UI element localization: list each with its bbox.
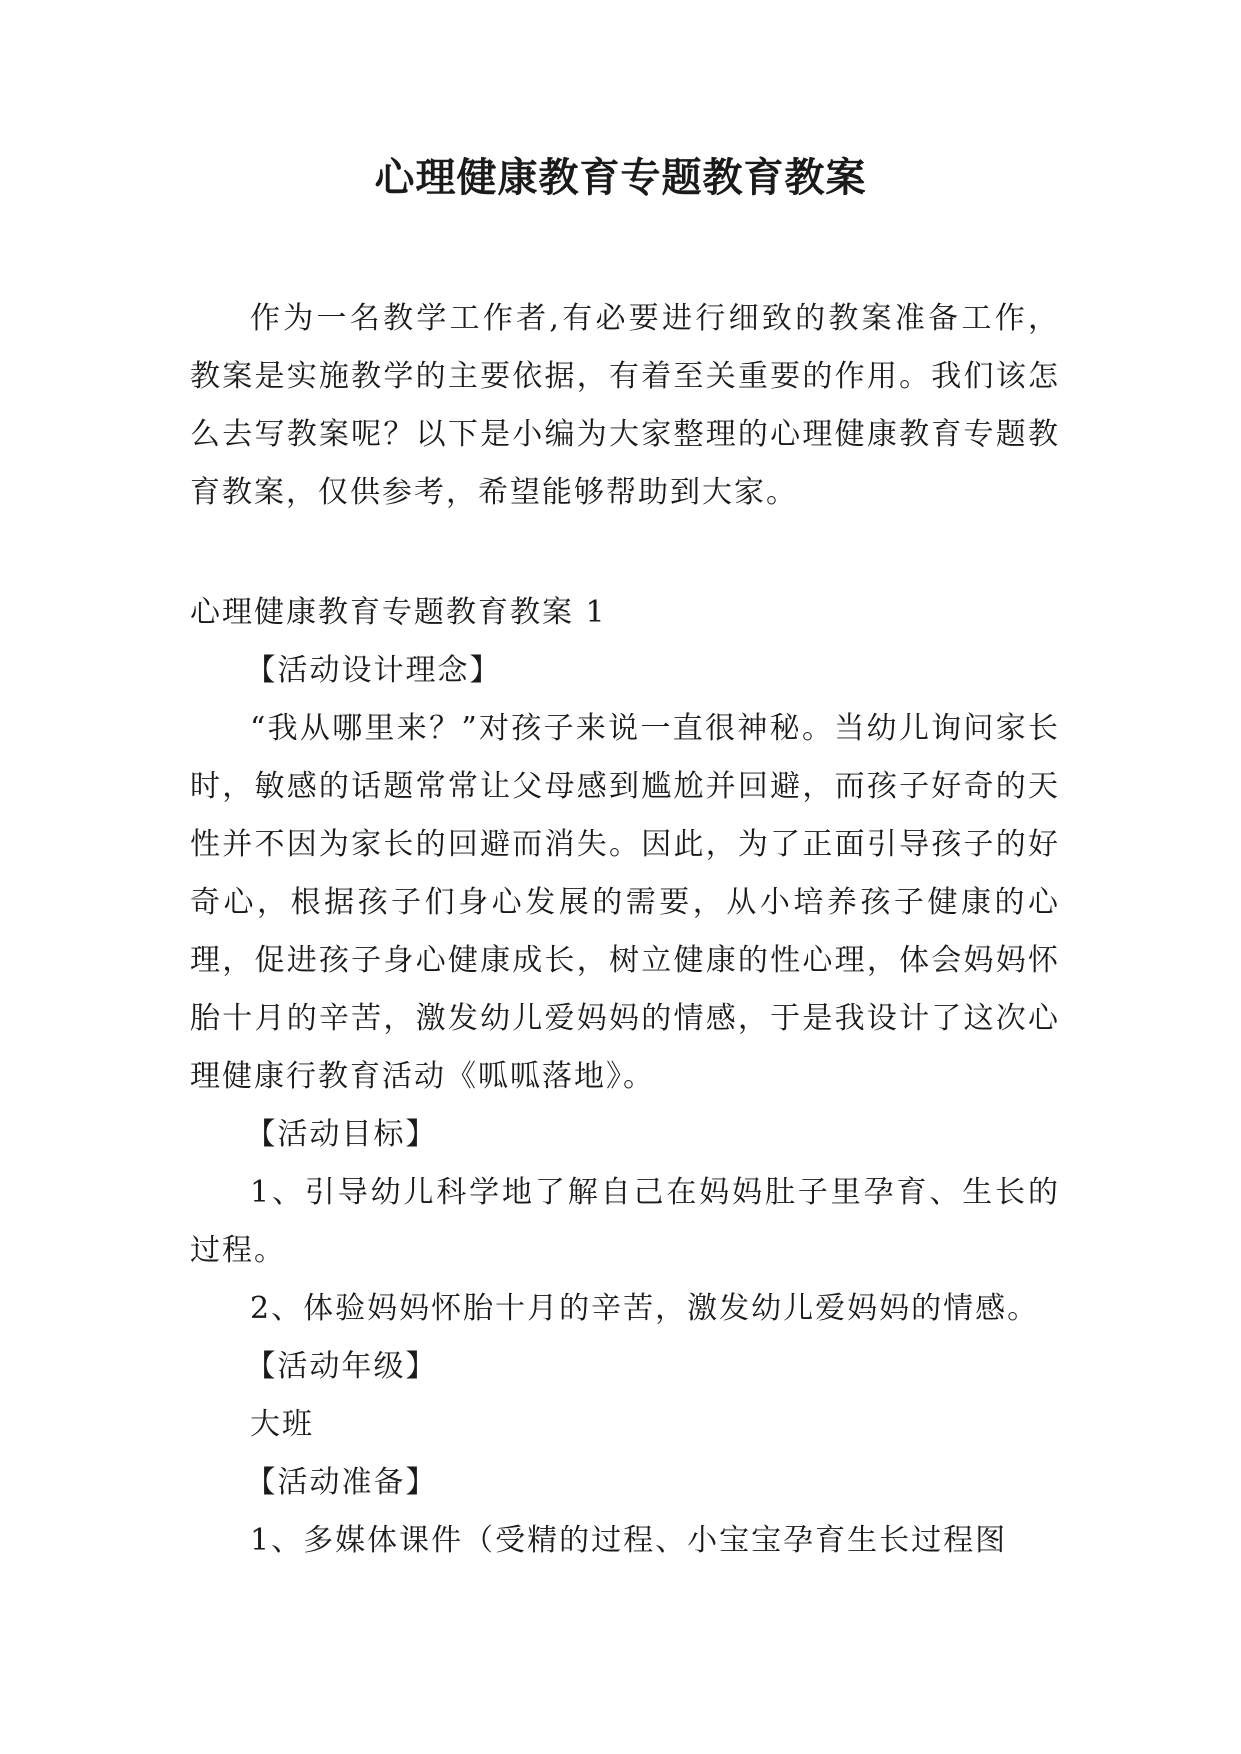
intro-paragraph: 作为一名教学工作者,有必要进行细致的教案准备工作，教案是实施教学的主要依据，有着至关重要的作用。我们该怎么去写教案呢？以下是小编为大家整理的心理健康教育专题教育教案，仅供参考，希望能够帮助到大家。 [190, 301, 1060, 510]
document-body [190, 290, 1060, 1570]
goals-heading: 【活动目标】 [245, 1117, 438, 1152]
grade-value: 大班 [250, 1407, 314, 1442]
design-concept-paragraph: “我从哪里来？”对孩子来说一直很神秘。当幼儿询问家长时，敏感的话题常常让父母感到尴尬并回避，而孩子好奇的天性并不因为家长的回避而消失。因此，为了正面引导孩子的好奇心，根据孩子们身心发展的需要，从小培养孩子健康的心理，促进孩子身心健康成长，树立健康的性心理，体会妈妈怀胎十月的辛苦，激发幼儿爱妈妈的情感，于是我设计了这次心理健康行教育活动《呱呱落地》。 [190, 711, 1060, 1094]
preparation-heading: 【活动准备】 [245, 1465, 438, 1500]
goal-item-2: 2、体验妈妈怀胎十月的辛苦，激发幼儿爱妈妈的情感。 [250, 1291, 1040, 1326]
goal-item-1: 1、引导幼儿科学地了解自己在妈妈肚子里孕育、生长的过程。 [190, 1175, 1060, 1268]
design-concept-heading: 【活动设计理念】 [245, 653, 502, 688]
document-title: 心理健康教育专题教育教案 [374, 154, 867, 201]
preparation-item-1: 1、多媒体课件（受精的过程、小宝宝孕育生长过程图 [250, 1523, 1008, 1558]
section-title: 心理健康教育专题教育教案 1 [190, 595, 607, 630]
grade-heading: 【活动年级】 [245, 1349, 438, 1384]
